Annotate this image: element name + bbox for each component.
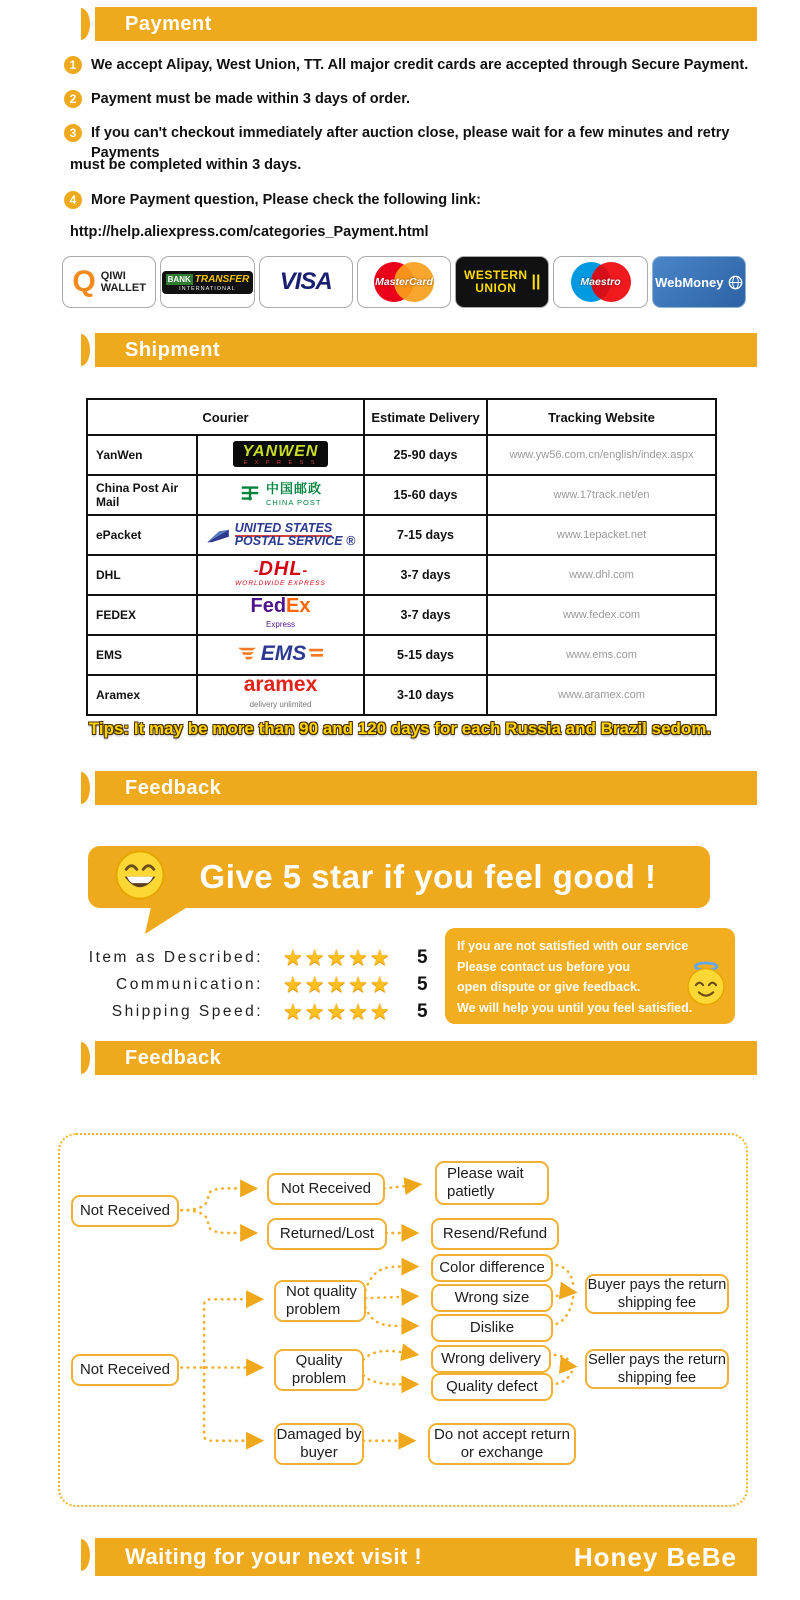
rating-value: 5 xyxy=(417,947,428,968)
tracking-link[interactable]: www.aramex.com xyxy=(487,675,716,715)
courier-name: EMS xyxy=(87,635,197,675)
satisfaction-notice-box xyxy=(445,928,735,1024)
mastercard-circles-icon xyxy=(372,262,436,302)
tracking-link[interactable]: www.dhl.com xyxy=(487,555,716,595)
flow-node-not-quality-problem: Not quality problem xyxy=(274,1280,366,1322)
five-star-bubble xyxy=(88,846,710,908)
star-rating-icons: ★★★★★ xyxy=(283,945,392,970)
visa-text: VISA xyxy=(279,268,332,295)
flow-node-color-difference: Color difference xyxy=(431,1254,553,1282)
flow-node-quality-problem: Quality problem xyxy=(274,1349,364,1391)
bank-transfer-logo xyxy=(160,256,254,308)
delivery-estimate: 3-7 days xyxy=(364,555,487,595)
shipment-section-title: Shipment xyxy=(125,338,221,361)
mastercard-logo xyxy=(357,256,451,308)
flow-node-buyer-pays: Buyer pays the return shipping fee xyxy=(585,1274,729,1314)
table-header-row xyxy=(87,399,716,435)
notice-line-3: open dispute or give feedback. xyxy=(457,980,641,994)
rating-value: 5 xyxy=(417,974,428,995)
tracking-link[interactable]: www.ems.com xyxy=(487,635,716,675)
delivery-estimate: 5-15 days xyxy=(364,635,487,675)
flow-node-quality-defect: Quality defect xyxy=(431,1373,553,1401)
courier-name: YanWen xyxy=(87,435,197,475)
star-rating-icons: ★★★★★ xyxy=(283,999,392,1024)
delivery-estimate: 25-90 days xyxy=(364,435,487,475)
webmoney-globe-icon xyxy=(728,275,743,290)
payment-item-4 xyxy=(64,190,764,210)
flow-node-seller-pays: Seller pays the return shipping fee xyxy=(585,1349,729,1389)
western-union-bars-icon: || xyxy=(531,273,541,290)
payment-item-3-text: If you can't checkout immediately after auction close, please wait for a few minutes and retry Payments xyxy=(91,125,730,161)
number-badge-1: 1 xyxy=(64,56,82,74)
payment-item-3-continued: must be completed within 3 days. xyxy=(70,157,302,173)
col-header-courier: Courier xyxy=(87,399,364,435)
payment-item-1 xyxy=(64,55,764,75)
western-union-logo xyxy=(455,256,549,308)
footer-message: Waiting for your next visit ! xyxy=(125,1544,423,1569)
delivery-estimate: 3-10 days xyxy=(364,675,487,715)
payment-help-link[interactable]: http://help.aliexpress.com/categories_Payment.html xyxy=(70,224,429,240)
maestro-text: Maestro xyxy=(580,276,621,288)
payment-section-banner xyxy=(95,7,757,41)
flow-node-please-wait: Please wait patietly xyxy=(435,1161,549,1205)
feedback-flowchart-section-title: Feedback xyxy=(125,1046,222,1069)
table-row xyxy=(87,515,716,555)
dhl-logo-icon: -DHL- WORLDWIDE EXPRESS xyxy=(235,558,326,587)
payment-item-2-text: Payment must be made within 3 days of order. xyxy=(91,91,411,107)
flow-node-wrong-delivery: Wrong delivery xyxy=(431,1345,551,1373)
flow-node-returned-lost: Returned/Lost xyxy=(267,1218,387,1250)
table-row xyxy=(87,595,716,635)
rating-value: 5 xyxy=(417,1001,428,1022)
table-row xyxy=(87,675,716,715)
brand-logo: Honey BeBe xyxy=(573,1541,737,1572)
courier-name: China Post Air Mail xyxy=(87,475,197,515)
bank-transfer-transfer: TRANSFER xyxy=(194,273,250,285)
table-row xyxy=(87,555,716,595)
flow-node-resend-refund: Resend/Refund xyxy=(431,1218,559,1250)
table-row xyxy=(87,435,716,475)
five-star-banner-text: Give 5 star if you feel good ! xyxy=(199,858,657,895)
flow-node-wrong-size: Wrong size xyxy=(431,1284,553,1312)
col-header-delivery: Estimate Delivery xyxy=(364,399,487,435)
rating-label: Item as Described: xyxy=(88,949,263,966)
tracking-link[interactable]: www.yw56.com.cn/english/index.aspx xyxy=(487,435,716,475)
qiwi-wallet-logo xyxy=(62,256,156,308)
rating-label: Shipping Speed: xyxy=(111,1003,263,1020)
footer-banner xyxy=(95,1538,757,1576)
feedback-section-title: Feedback xyxy=(125,776,222,799)
payment-methods-row xyxy=(62,256,746,308)
qiwi-line2: WALLET xyxy=(100,282,146,294)
rating-label: Communication: xyxy=(116,976,263,993)
mastercard-text: MasterCard xyxy=(375,276,433,288)
courier-name: Aramex xyxy=(87,675,197,715)
delivery-estimate: 15-60 days xyxy=(364,475,487,515)
bank-transfer-bank: BANK xyxy=(167,274,191,284)
qiwi-q-icon: Q xyxy=(72,265,96,298)
visa-logo xyxy=(259,256,353,308)
qiwi-line1: QIWI xyxy=(100,270,126,282)
feedback-flowchart-section-banner xyxy=(95,1041,757,1075)
angel-emoji-icon xyxy=(683,960,729,1011)
bubble-tail xyxy=(145,906,189,934)
flow-node-damaged-by-buyer: Damaged by buyer xyxy=(274,1423,364,1465)
number-badge-2: 2 xyxy=(64,90,82,108)
number-badge-4: 4 xyxy=(64,191,82,209)
rating-row-item-as-described xyxy=(60,945,440,971)
maestro-circles-icon xyxy=(569,262,633,302)
flow-node-dislike: Dislike xyxy=(431,1314,553,1342)
col-header-tracking: Tracking Website xyxy=(487,399,716,435)
bank-transfer-international: INTERNATIONAL xyxy=(179,285,236,292)
aramex-logo-icon: aramex delivery unlimited xyxy=(243,673,318,709)
delivery-estimate: 7-15 days xyxy=(364,515,487,555)
tracking-link[interactable]: www.1epacket.net xyxy=(487,515,716,555)
notice-line-2: Please contact us before you xyxy=(457,959,630,974)
table-row xyxy=(87,475,716,515)
flow-node-not-received-2: Not Received xyxy=(71,1354,179,1386)
usps-logo-icon: UNITED STATES POSTAL SERVICE ® xyxy=(206,522,356,548)
payment-item-1-text: We accept Alipay, West Union, TT. All major credit cards are accepted through Secure Payment. xyxy=(91,57,749,73)
feedback-flowchart xyxy=(58,1133,748,1507)
webmoney-logo xyxy=(652,256,746,308)
flow-node-not-received-1: Not Received xyxy=(71,1195,179,1227)
feedback-section-banner xyxy=(95,771,757,805)
shipment-section-banner xyxy=(95,333,757,367)
number-badge-3: 3 xyxy=(64,124,82,142)
delivery-estimate: 3-7 days xyxy=(364,595,487,635)
tracking-link[interactable]: www.fedex.com xyxy=(487,595,716,635)
courier-name: DHL xyxy=(87,555,197,595)
grinning-emoji-icon xyxy=(114,849,166,906)
maestro-logo xyxy=(553,256,647,308)
ems-logo-icon: EMS xyxy=(236,642,326,666)
courier-name: FEDEX xyxy=(87,595,197,635)
payment-item-4-text: More Payment question, Please check the following link: xyxy=(91,192,481,208)
notice-line-1: If you are not satisfied with our service xyxy=(457,939,689,953)
payment-section-title: Payment xyxy=(125,12,212,35)
rating-row-shipping-speed xyxy=(60,999,440,1025)
fedex-logo-icon: FedEx Express xyxy=(250,594,311,629)
western-union-line1: WESTERN xyxy=(464,268,528,282)
china-post-logo-icon: 中国邮政 CHINA POST xyxy=(239,480,322,507)
shipping-tips-text: Tips: It may be more than 90 and 120 days for each Russia and Brazil sedom. xyxy=(88,719,712,738)
shipment-table xyxy=(86,398,717,716)
tracking-link[interactable]: www.17track.net/en xyxy=(487,475,716,515)
flow-node-do-not-accept: Do not accept return or exchange xyxy=(428,1423,576,1465)
payment-item-2 xyxy=(64,89,764,109)
table-row xyxy=(87,635,716,675)
flow-node-not-received-mid: Not Received xyxy=(267,1173,385,1205)
yanwen-logo-icon: YANWEN E X P R E S S xyxy=(233,441,329,467)
courier-name: ePacket xyxy=(87,515,197,555)
star-rating-icons: ★★★★★ xyxy=(283,972,392,997)
rating-row-communication xyxy=(60,972,440,998)
webmoney-text: WebMoney xyxy=(655,274,724,290)
notice-line-4: We will help you until you feel satisfied. xyxy=(457,1000,693,1015)
western-union-line2: UNION xyxy=(475,281,517,295)
flow-connectors xyxy=(60,1135,746,1505)
